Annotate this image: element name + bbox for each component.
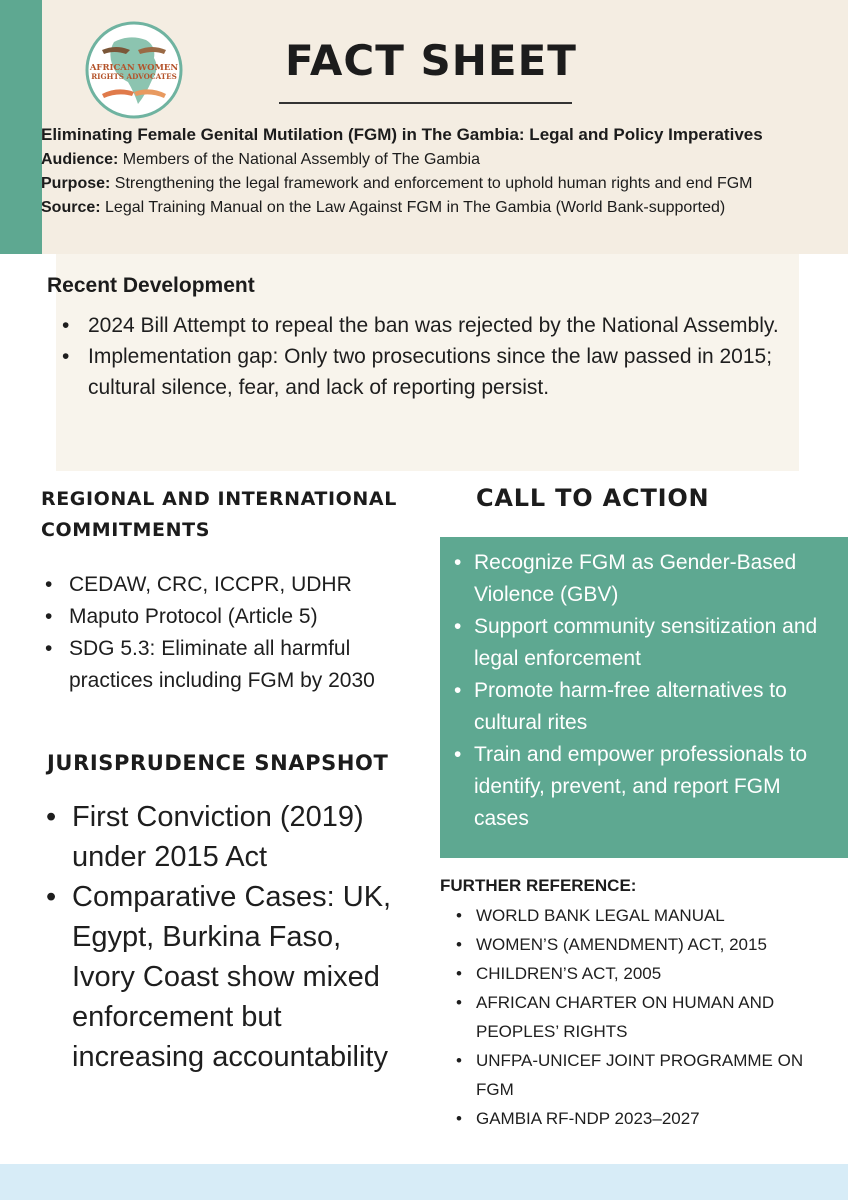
jurisprudence-heading: JURISPRUDENCE SNAPSHOT bbox=[47, 751, 389, 775]
list-item: • SDG 5.3: Eliminate all harmful practices including FGM by 2030 bbox=[69, 633, 419, 697]
regional-commitments-heading: REGIONAL AND INTERNATIONAL COMMITMENTS bbox=[41, 488, 397, 541]
further-reference-list bbox=[476, 901, 816, 1133]
recent-development-heading: Recent Development bbox=[47, 274, 255, 297]
list-item: • Implementation gap: Only two prosecutions since the law passed in 2015; cultural silence, fear, and lack of reporting persist. bbox=[88, 341, 788, 403]
audience-line bbox=[41, 148, 831, 172]
list-item: • Comparative Cases: UK, Egypt, Burkina Faso, Ivory Coast show mixed enforcement but increasing accountability bbox=[72, 877, 402, 1077]
regional-commitments-list bbox=[69, 569, 419, 697]
list-item: • GAMBIA RF-NDP 2023–2027 bbox=[476, 1104, 816, 1133]
list-item: • Support community sensitization and legal enforcement bbox=[474, 611, 834, 675]
call-to-action-list bbox=[474, 547, 834, 835]
footer-band bbox=[0, 1164, 848, 1200]
title-divider bbox=[279, 102, 572, 104]
source-line bbox=[41, 196, 831, 220]
jurisprudence-list bbox=[72, 797, 402, 1077]
source-value: Legal Training Manual on the Law Against FGM in The Gambia (World Bank-supported) bbox=[105, 199, 726, 216]
list-item: • Maputo Protocol (Article 5) bbox=[69, 601, 419, 633]
call-to-action-panel bbox=[440, 537, 848, 858]
logo-text-line2: RIGHTS ADVOCATES bbox=[91, 72, 177, 81]
list-item: • Train and empower professionals to identify, prevent, and report FGM cases bbox=[474, 739, 834, 835]
list-item: • AFRICAN CHARTER ON HUMAN AND PEOPLES’ RIGHTS bbox=[476, 988, 816, 1046]
purpose-label: Purpose: bbox=[41, 175, 111, 192]
purpose-line bbox=[41, 172, 831, 196]
source-label: Source: bbox=[41, 199, 101, 216]
list-item: • 2024 Bill Attempt to repeal the ban was rejected by the National Assembly. bbox=[88, 310, 788, 341]
fact-sheet-headline: Eliminating Female Genital Mutilation (FGM) in The Gambia: Legal and Policy Imperatives bbox=[41, 125, 763, 144]
list-item: • CHILDREN’S ACT, 2005 bbox=[476, 959, 816, 988]
list-item: • WORLD BANK LEGAL MANUAL bbox=[476, 901, 816, 930]
teal-accent-stripe bbox=[0, 0, 42, 254]
list-item: • UNFPA-UNICEF JOINT PROGRAMME ON FGM bbox=[476, 1046, 816, 1104]
audience-label: Audience: bbox=[41, 151, 119, 168]
organization-logo bbox=[84, 20, 184, 120]
purpose-value: Strengthening the legal framework and enforcement to uphold human rights and end FGM bbox=[114, 175, 753, 192]
list-item: • WOMEN’S (AMENDMENT) ACT, 2015 bbox=[476, 930, 816, 959]
page-title: FACT SHEET bbox=[285, 36, 577, 85]
call-to-action-heading: CALL TO ACTION bbox=[476, 484, 710, 512]
fact-sheet-meta bbox=[41, 122, 831, 220]
recent-development-panel bbox=[47, 254, 799, 471]
list-item: • CEDAW, CRC, ICCPR, UDHR bbox=[69, 569, 419, 601]
list-item: • Promote harm-free alternatives to cultural rites bbox=[474, 675, 834, 739]
audience-value: Members of the National Assembly of The Gambia bbox=[122, 151, 480, 168]
recent-development-list bbox=[88, 310, 788, 403]
list-item: • Recognize FGM as Gender-Based Violence (GBV) bbox=[474, 547, 834, 611]
logo-text-line1: AFRICAN WOMEN bbox=[89, 63, 179, 73]
further-reference-heading: FURTHER REFERENCE: bbox=[440, 876, 637, 895]
list-item: • First Conviction (2019) under 2015 Act bbox=[72, 797, 402, 877]
